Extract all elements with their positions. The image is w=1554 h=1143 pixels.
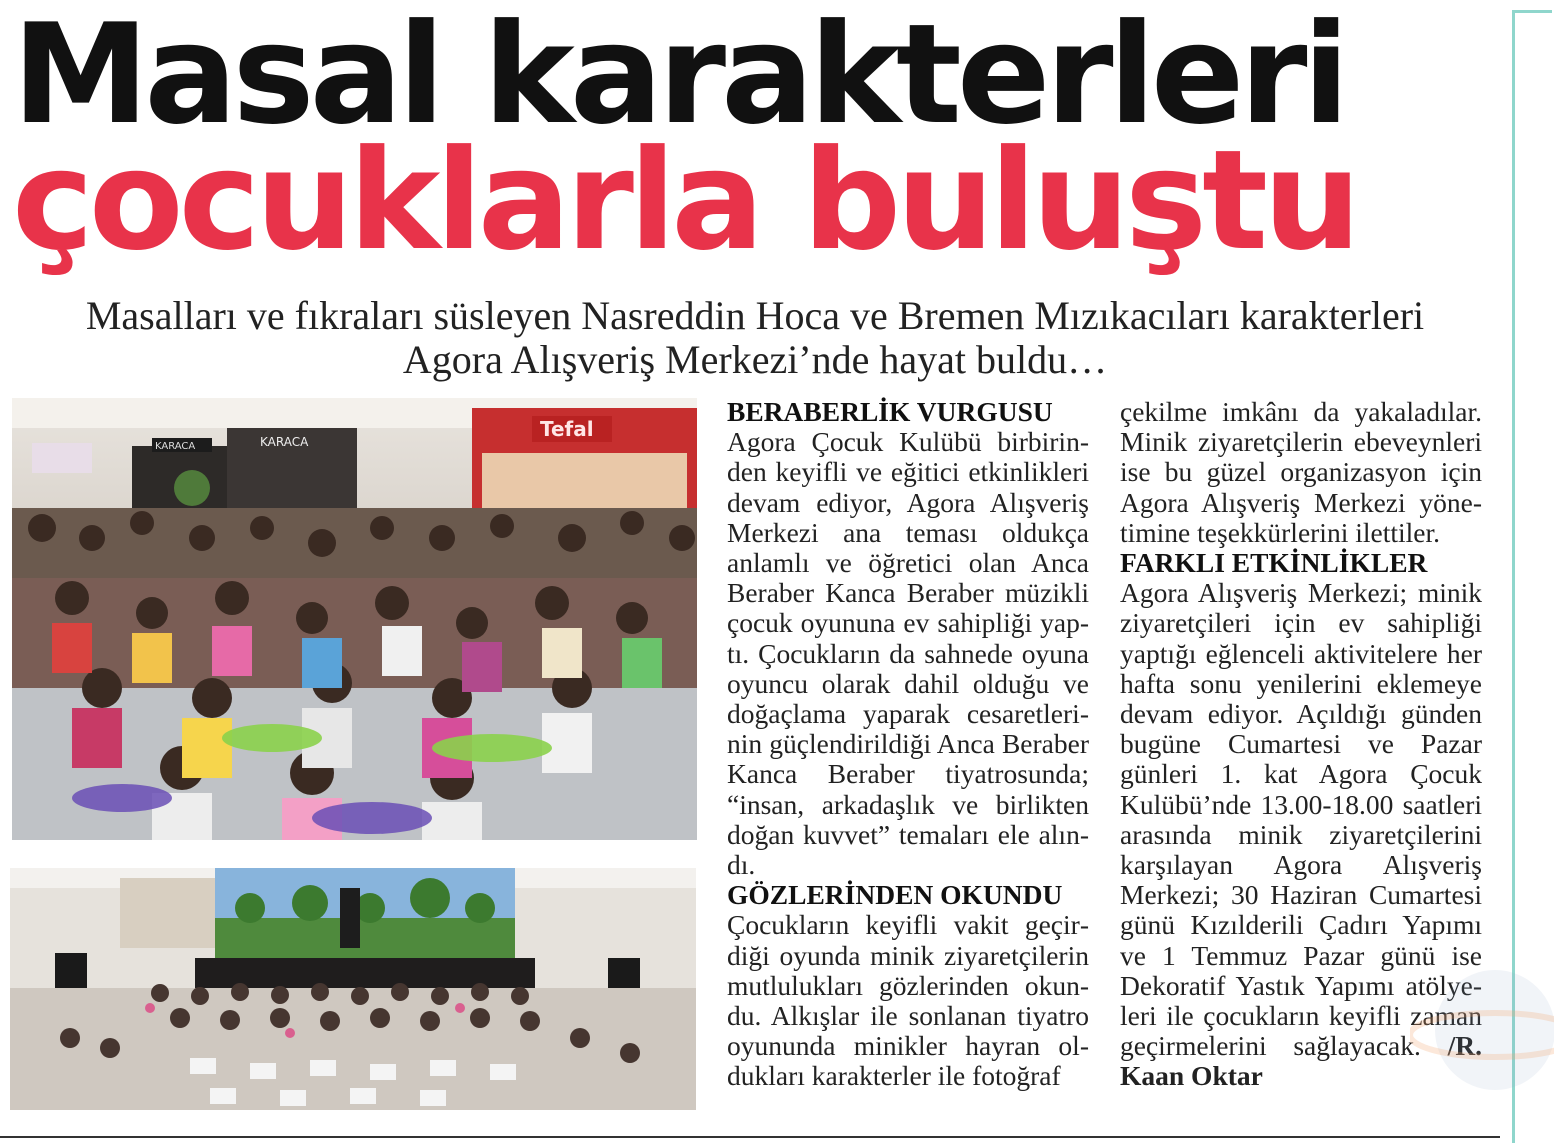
byline-slash: /R. [1447,1030,1482,1062]
audience-photo-illustration [12,398,697,840]
section-body: çekilme imkânı da yakaladılar. Minik ziyaretçilerin ebeveynleri ise bu güzel organizasyon için Agora Alışveriş Merkezi yönetimine teşekkürlerini ilettiler. [1120,396,1482,548]
headline-line-1: Masal karakterleri [12,0,1345,155]
section-heading: GÖZLERİNDEN OKUNDU [727,879,1063,911]
section-heading: BERABERLİK VURGUSU [727,396,1053,427]
planet-watermark-icon [1410,940,1554,1120]
section-body: Agora Çocuk Kulübü birbirinden keyifli ve eğitici etkinlikleri devam ediyor, Agora Alışveriş Merkezi ana teması oldukça anlamlı ve öğretici olan Anca Beraber Kanca Beraber müzikli çocuk oyununa ev sahipliği yaptı. Çocukların da sahnede oyuna oyuncu olarak dahil olduğu ve doğaçlama yaparak cesaretlerinin güçlendirildiği Anca Beraber Kanca Beraber tiyatrosunda; “insan, arkadaşlık ve birlikten doğan kuvvet” temaları ele alındı. [727,426,1089,881]
store-sign-text-2: KARACA [155,441,196,452]
article-column-1 [727,397,1089,1092]
section-heading: FARKLI ETKİNLİKLER [1120,547,1428,579]
byline-name: Kaan Oktar [1120,1060,1263,1092]
section-body-text: Agora Alışveriş Merkezi; minik ziyaretçileri için ev sahipliği yaptığı eğlenceli aktivitelere her hafta sonu yenilerini eklemeye devam ediyor. Açıldığı günden bugüne Cumartesi ve Pazar günleri 1. kat Agora Çocuk Kulübü’nde 13.00-18.00 saatleri arasında minik ziyaretçilerini karşılayan Agora Alışveriş Merkezi; 30 Haziran Cumartesi günü Kızılderili Çadırı Yapımı ve 1 Temmuz Pazar günü ise Dekoratif Yastık Yapımı atölyeleri ile çocukların keyifli zaman geçirmelerini sağlayacak. [1120,577,1482,1062]
stage-photo [10,868,696,1110]
deck-line-2: Agora Alışveriş Merkezi’nde hayat buldu… [402,337,1108,382]
audience-photo [12,398,697,840]
section-body: Çocukların keyifli vakit geçirdiği oyunda minik ziyaretçilerin mutlulukları gözlerinden okundu. Alkışlar ile sonlanan tiyatro oyununda minikler hayran oldukları karakterler ile fotoğraf [727,909,1089,1092]
bottom-rule [0,1136,1500,1138]
headline-line-2: çocuklarla buluştu [12,120,1357,281]
deck-line-1: Masalları ve fıkraları süsleyen Nasreddin Hoca ve Bremen Mızıkacıları karakterleri [85,293,1425,338]
stage-photo-illustration [10,868,696,1110]
tefal-sign: Tefal [540,417,594,441]
store-sign-text: KARACA [260,435,309,449]
